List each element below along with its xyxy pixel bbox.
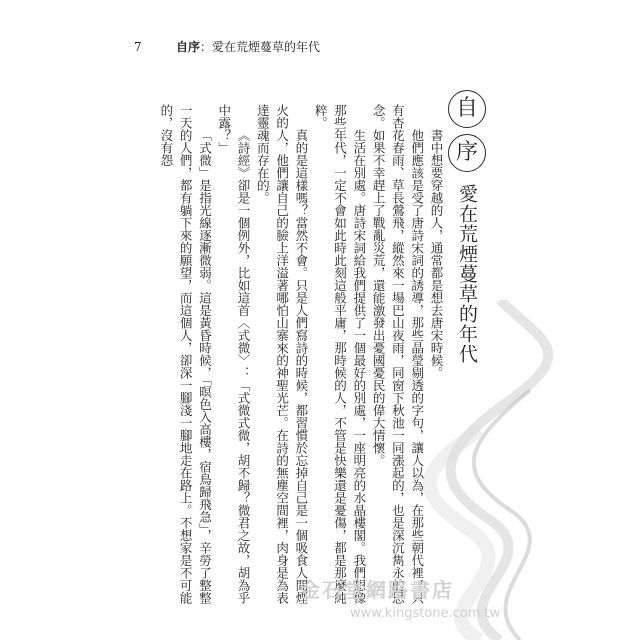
paragraph: 生活在別處。唐詩宋詞給我們提供了一個最好的別處，一座明亮的水晶樓閣。我們想像那些年代，一定不會如此時此刻這般平庸，那時候的人，不管是快樂還是憂傷，都是那麼純粹。: [313, 104, 367, 604]
page-number: 7: [134, 40, 142, 54]
paragraph: 「式微」是指光線逐漸微弱。這是黃昏時候，「暝色入高樓，宿鳥歸飛急」，辛勞了整整一天的人們，都有躺下來的願望，而這個人，卻深一腳淺一腳地走在路上。不想家是不可能的，沒有怨: [158, 104, 213, 604]
watermark-url: www.kingstone.com.tw: [350, 606, 501, 621]
watermark-brand: 金石堂網路書店: [300, 578, 454, 602]
running-header: [176, 40, 320, 54]
chapter-title-char-2: 序: [448, 134, 486, 172]
paragraph: 《詩經》卻是一個例外，比如這首〈式微〉：「式微式微，胡不歸？微君之故，胡為乎中露？」: [216, 104, 252, 604]
paragraph: 他們應該是受了唐詩宋詞的誘導，那些晶瑩剔透的字句，讓人以為，在那些朝代裡，只有杏花春雨、草長鶯飛，縱然來一場巴山夜雨，同窗下秋池一同漲起的，也是深沉雋永的思念。如果不幸趕上了戰亂災荒，還能激發出憂國憂民的偉大情懷。: [371, 104, 425, 604]
paragraph: 真的是這樣嗎？當然不會。只是人們寫詩的時候，都習慣於忘掉自己是一個吸食人間煙火的人，他們讓自己的臉上洋溢著哪怕山寨來的神聖光芒。在詩的無塵空間裡，肉身是為表達靈魂而存在的。: [255, 104, 309, 604]
running-header-title: ：愛在荒煙蔓草的年代: [200, 40, 321, 54]
paragraph: 書中想要穿越的人，通常都是想去唐宋時候。: [429, 129, 444, 379]
chapter-title-char-1: 自: [448, 90, 486, 128]
running-header-label: 自序: [176, 40, 201, 54]
chapter-subtitle: 愛在荒煙蔓草的年代: [456, 184, 478, 364]
